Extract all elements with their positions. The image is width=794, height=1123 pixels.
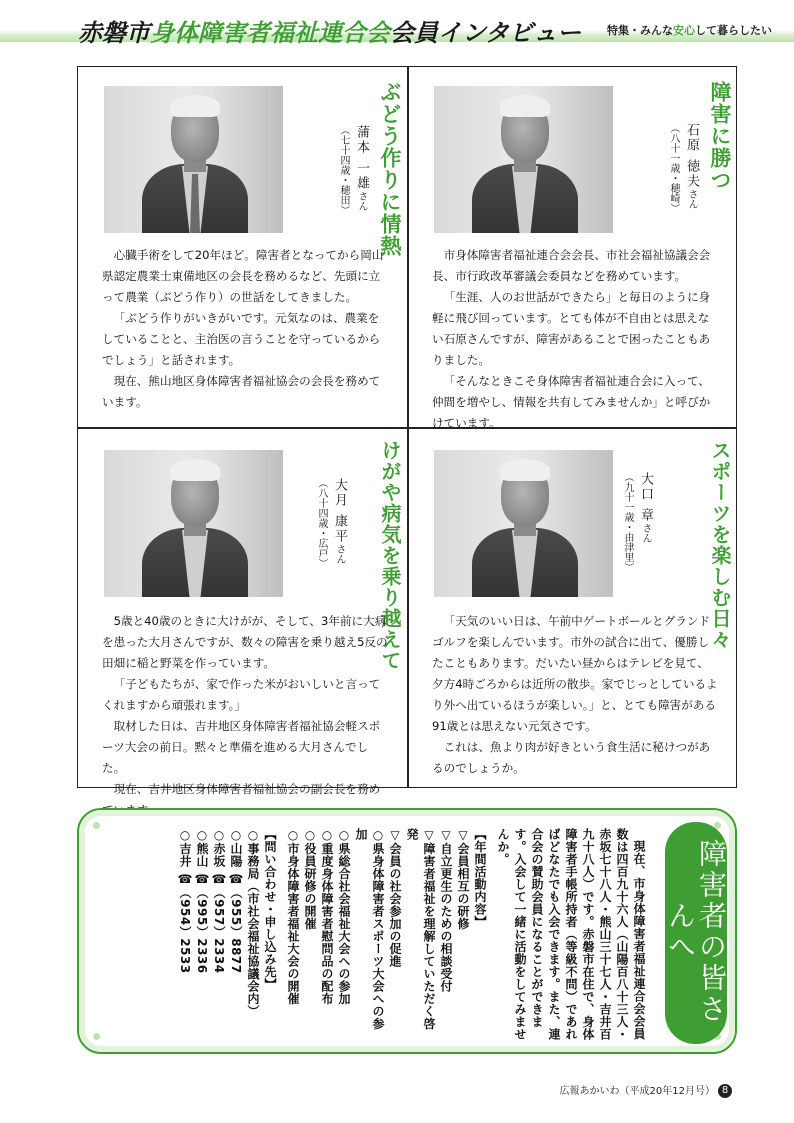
activity-item: ▽自立更生のための相談受付	[439, 828, 453, 993]
members-info-box	[77, 808, 737, 1054]
info-intro: 現在、市身体障害者福祉連合会会員数は四百九十六人（山陽百八十三人・赤坂七十八人・熊山三十七人・吉井百九十八人）です。赤磐市在住で、身体障害者手帳所持者（等級不問）であればどなたでも入会できます。また、連合会の賛助会員になることができます。入会して一緒に活動をしてみませんか。	[496, 828, 646, 1041]
activity-item: ○重度身体障害者慰問品の配布	[320, 828, 334, 1005]
contact-item: ○吉井 ☎（954）2533	[178, 828, 192, 974]
feature-suffix: して暮らしたい	[695, 24, 772, 37]
paragraph: 現在、吉井地区身体障害者福祉協会の副会長を務め	[113, 782, 381, 796]
feature-prefix: 特集・みんな	[607, 24, 673, 37]
portrait-photo	[104, 86, 283, 233]
honorific: さん	[686, 189, 697, 210]
activity-item: ▽会員相互の研修	[456, 828, 470, 930]
paragraph: 市身体障害者福祉連合会会長、市社会福祉協議会会長、市行政改革審議会委員などを務めています。	[432, 248, 711, 283]
contact-header: 【問い合わせ・申し込み先】	[263, 828, 277, 991]
honorific: さん	[356, 191, 367, 212]
name: 大月 康平	[332, 478, 347, 545]
interview-title: 障害に勝つ	[708, 81, 732, 191]
honorific: さん	[640, 523, 651, 544]
contact-item: ○山陽 ☎（955）8877	[229, 828, 243, 974]
contact-item: ○事務局（市社会福祉協議会内）	[246, 828, 260, 1018]
publication-label: 広報あかいわ（平成20年12月号）	[559, 1086, 715, 1097]
activity-item: ○役員研修の開催	[303, 828, 317, 930]
page-title	[78, 18, 581, 48]
paragraph: 心臓手術をして20年ほど。障害者となってから岡山県認定農業士東備地区の会長を務めるなど、先頭に立って農業（ぶどう作り）の世話をしてきました。	[102, 248, 384, 304]
interview-kamamoto	[78, 67, 407, 427]
feature-label	[607, 22, 772, 38]
portrait-photo	[104, 450, 283, 597]
page-footer	[560, 1082, 732, 1098]
interview-title: ぶどう作りに情熱	[378, 81, 402, 257]
page-number: 8	[718, 1084, 732, 1098]
interview-body	[102, 245, 390, 413]
paragraph: 「天気のいい日は、午前中ゲートボールとグランドゴルフを楽しんでいます。市外の試合に出て、優勝したこともあります。だいたい昼からはテレビを見て、夕方4時ごろからは近所の散歩。家でじっとしているより外へ出ているほうが楽しい。」と、とても障害がある91歳とは思えない元気さです。	[432, 614, 718, 733]
title-text: けがや病気を乗り越えて	[378, 440, 402, 671]
activity-item: ▽障害者福祉を理解していただく啓発	[405, 828, 436, 1030]
paragraph: これは、魚より肉が好きという食生活に秘けつがあるのでしょうか。	[432, 740, 711, 775]
interviewee-name	[665, 123, 699, 213]
interviewee-name	[335, 125, 369, 215]
portrait-photo	[434, 86, 613, 233]
name: 大口 章	[638, 472, 653, 524]
paragraph: 「そんなときこそ身体障害者福祉連合会に入って、仲間を増やし、情報を共有してみませんか」と呼びかけています。	[432, 374, 711, 430]
corner-dot	[93, 1033, 100, 1040]
age-place: （八十四歳・広戸）	[316, 478, 327, 568]
activity-item: ○市身体障害者福祉大会の開催	[286, 828, 300, 1005]
interview-body	[102, 611, 390, 821]
name: 石原 徳夫	[684, 123, 699, 190]
paragraph: 取材した日は、吉井地区身体障害者福祉協会軽スポーツ大会の前日。黙々と準備を進める大月さんでした。	[102, 719, 381, 775]
contact-item: ○赤坂 ☎（957）2334	[212, 828, 226, 974]
title-prefix: 赤磐市	[78, 19, 150, 47]
title-text: スポーツを楽しむ日々	[708, 440, 732, 650]
paragraph: 「生涯、人のお世話ができたら」と毎日のように身軽に飛び回っています。とても体が不自由とは思えない石原さんですが、障害があることで困ったこともありました。	[432, 290, 711, 367]
paragraph: 現在、熊山地区身体障害者福祉協会の会長を務めています。	[102, 374, 381, 409]
activity-item: ○県総合社会福祉大会への参加	[337, 828, 351, 1005]
honorific: さん	[334, 544, 345, 565]
age-place: （九十一歳・由津里）	[622, 472, 633, 572]
portrait-photo	[434, 450, 613, 597]
contact-item: ○熊山 ☎（995）2336	[195, 828, 209, 974]
activities-header: 【年間活動内容】	[473, 828, 487, 928]
page-header	[0, 0, 794, 62]
interview-body	[432, 611, 720, 779]
title-highlight: 身体障害者福祉連合会	[150, 19, 390, 47]
paragraph: 5歳と40歳のときに大けがが、そして、3年前に大病を患った大月さんですが、数々の障害を乗り越え5反の田畑に稲と野菜を作っています。	[102, 614, 388, 670]
interview-body	[432, 245, 720, 434]
title-suffix: 会員インタビュー	[390, 19, 582, 47]
interviewee-name	[619, 472, 653, 572]
interview-oguchi	[408, 428, 737, 788]
info-content	[176, 828, 647, 1042]
activity-item: ▽会員の社会参加の促進	[388, 828, 402, 968]
feature-accent: 安心	[673, 24, 695, 37]
corner-dot	[93, 822, 100, 829]
interview-grid	[77, 66, 737, 796]
interview-ishihara	[408, 67, 737, 430]
interview-otsuki	[78, 428, 407, 796]
interviewee-name	[313, 478, 347, 568]
paragraph: 「ぶどう作りがいきがいです。元気なのは、農業をしていることと、主治医の言うことを守っているからでしょう」と話されます。	[102, 311, 381, 367]
name: 蒲本 一雄	[354, 125, 369, 192]
age-place: （七十四歳・穂田）	[338, 125, 349, 215]
activity-item: ○県身体障害者スポーツ大会への参加	[354, 828, 385, 1030]
info-title: 障害者の皆さんへ	[664, 839, 728, 1025]
paragraph: 「子どもたちが、家で作った米がおいしいと言ってくれますから頑張れます。」	[102, 677, 381, 712]
age-place: （八十一歳・穂崎）	[668, 123, 679, 213]
